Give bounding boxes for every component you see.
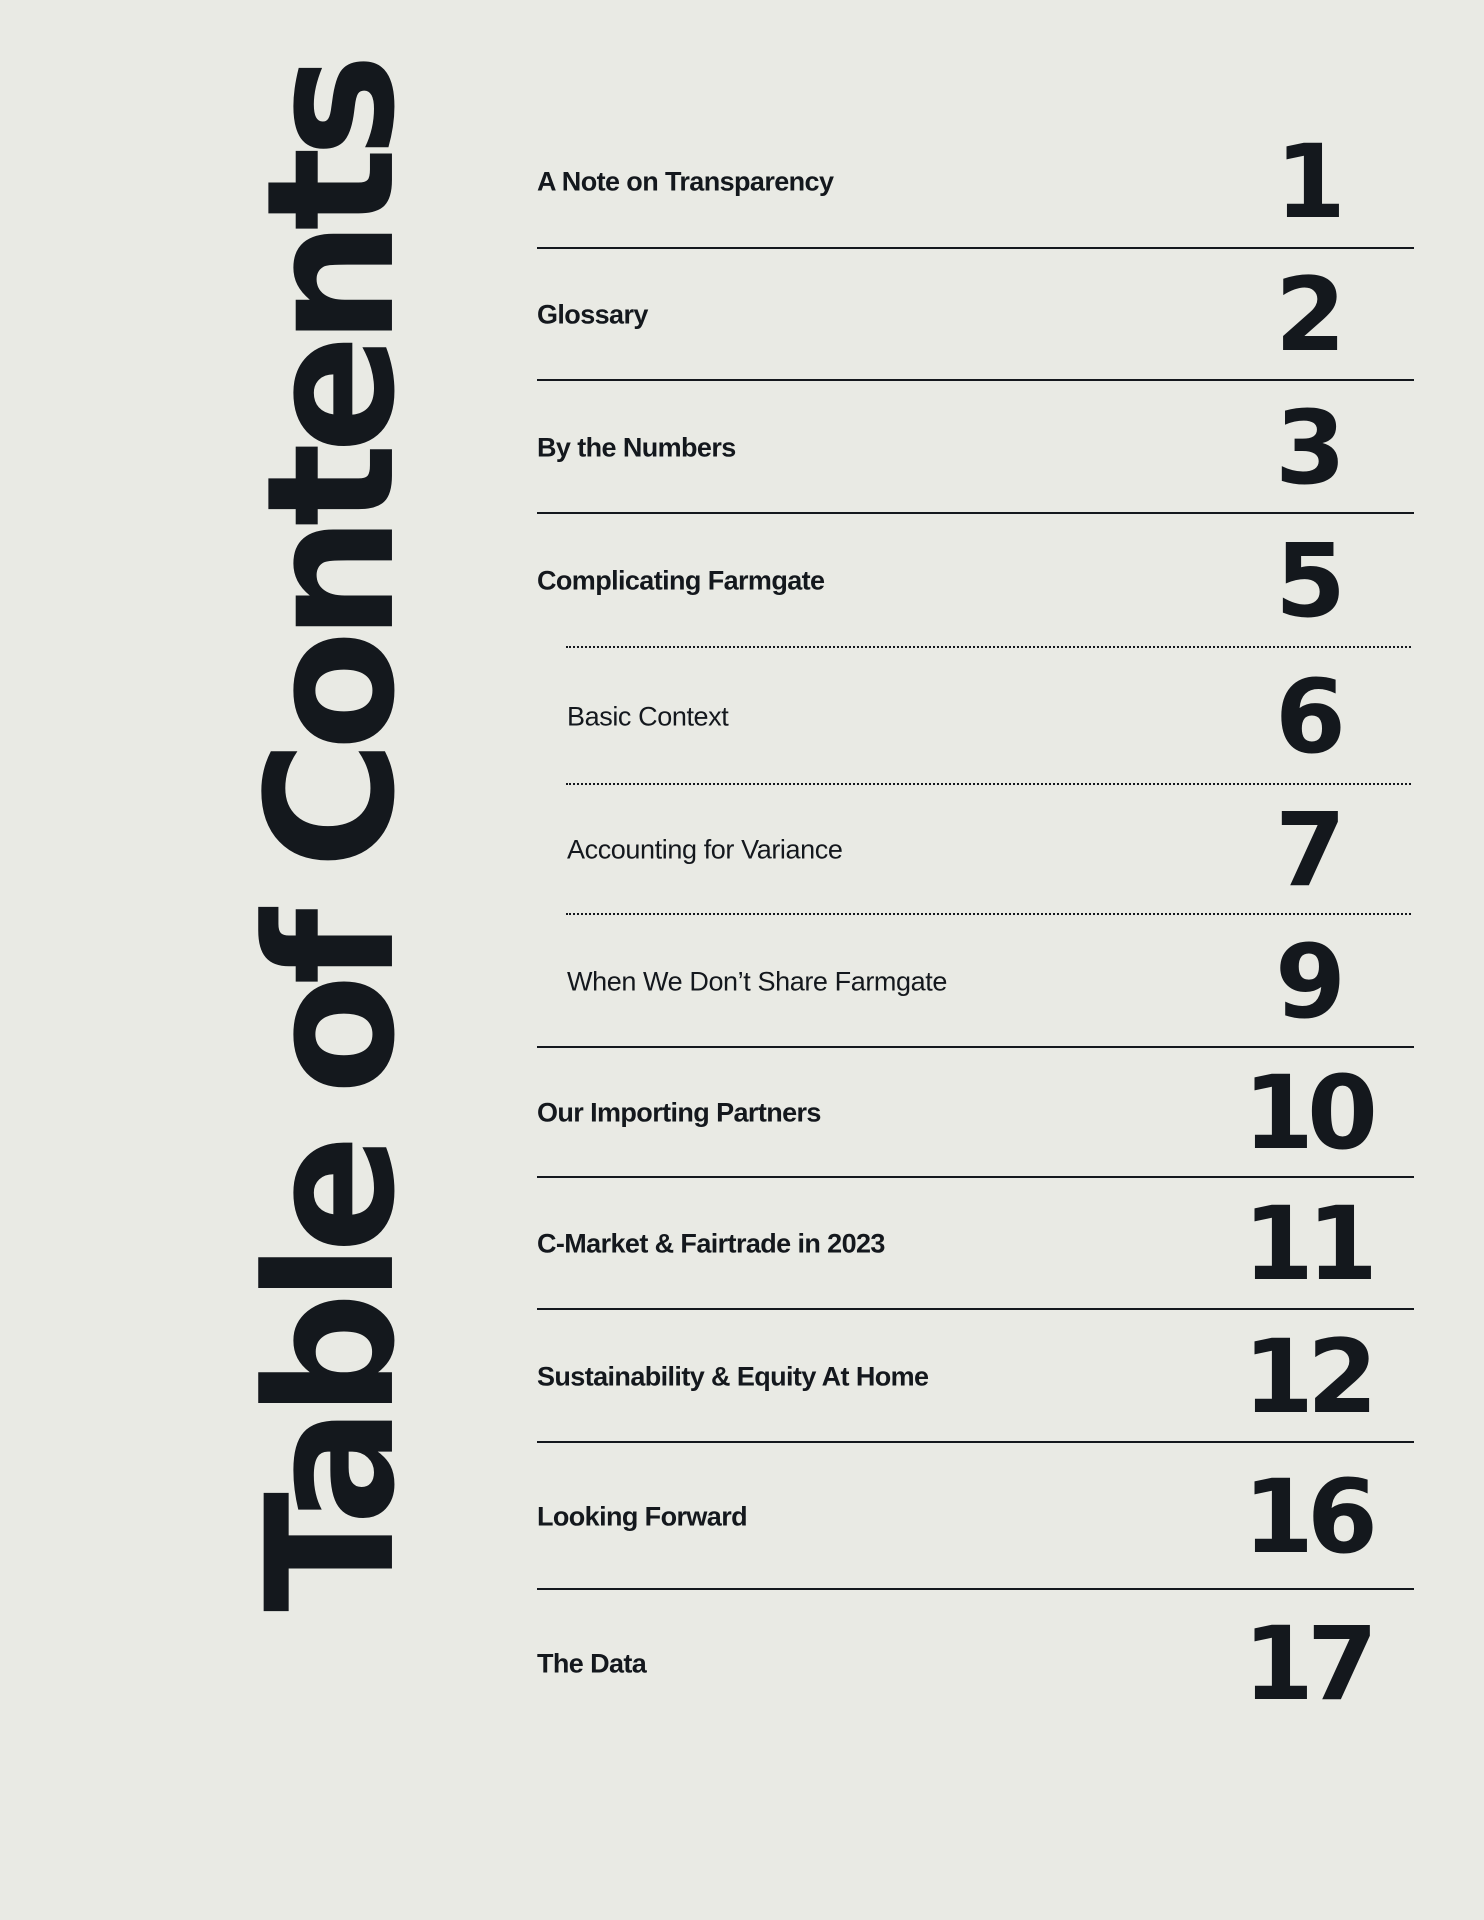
toc-entry-looking-forward[interactable]	[537, 1443, 1414, 1590]
toc-page-number: 16	[1243, 1457, 1371, 1577]
toc-entry-by-the-numbers[interactable]	[537, 381, 1414, 514]
toc-page-number: 7	[1275, 791, 1339, 911]
toc-entry-c-market-fairtrade-2023[interactable]	[537, 1178, 1414, 1310]
toc-entry-basic-context[interactable]	[537, 648, 1414, 785]
toc-entry-label: Complicating Farmgate	[537, 565, 825, 596]
toc-entry-accounting-for-variance[interactable]	[537, 785, 1414, 915]
toc-entry-glossary[interactable]	[537, 249, 1414, 381]
toc-entry-when-we-dont-share-farmgate[interactable]	[537, 915, 1414, 1048]
toc-page-number: 12	[1243, 1317, 1371, 1437]
toc-entry-label: When We Don’t Share Farmgate	[567, 966, 947, 996]
toc-entry-label: The Data	[537, 1648, 647, 1679]
toc-entry-label: C-Market & Fairtrade in 2023	[537, 1228, 885, 1259]
toc-entry-label: Glossary	[537, 299, 648, 330]
toc-entry-label: Basic Context	[567, 701, 729, 731]
toc-page-number: 5	[1275, 522, 1339, 642]
page-title	[229, 63, 434, 1612]
toc-entry-label: By the Numbers	[537, 432, 736, 462]
toc-entry-a-note-on-transparency[interactable]	[537, 115, 1414, 249]
toc-page-number: 1	[1275, 123, 1339, 243]
toc-divider-after-complicating-farmgate	[537, 514, 1414, 648]
toc-page-number: 11	[1243, 1185, 1371, 1305]
toc-entry-label: Our Importing Partners	[537, 1097, 821, 1128]
toc-page-number: 3	[1275, 388, 1339, 508]
toc-entry-label: Sustainability & Equity At Home	[537, 1361, 929, 1391]
toc-page-number: 6	[1275, 657, 1339, 777]
toc-page-number: 2	[1275, 256, 1339, 376]
toc-page-number: 10	[1243, 1054, 1371, 1174]
toc-page-number: 9	[1275, 922, 1339, 1042]
toc-entry-our-importing-partners[interactable]	[537, 1048, 1414, 1178]
toc-entry-label: Accounting for Variance	[567, 834, 843, 865]
toc-entry-label: Looking Forward	[537, 1501, 747, 1531]
toc-entry-the-data[interactable]	[537, 1590, 1414, 1738]
title-text: Table of Contents	[229, 63, 434, 1612]
toc-entry-sustainability-equity-at-home[interactable]	[537, 1310, 1414, 1443]
toc-entry-label: A Note on Transparency	[537, 166, 834, 197]
toc-page-number: 17	[1243, 1605, 1371, 1725]
